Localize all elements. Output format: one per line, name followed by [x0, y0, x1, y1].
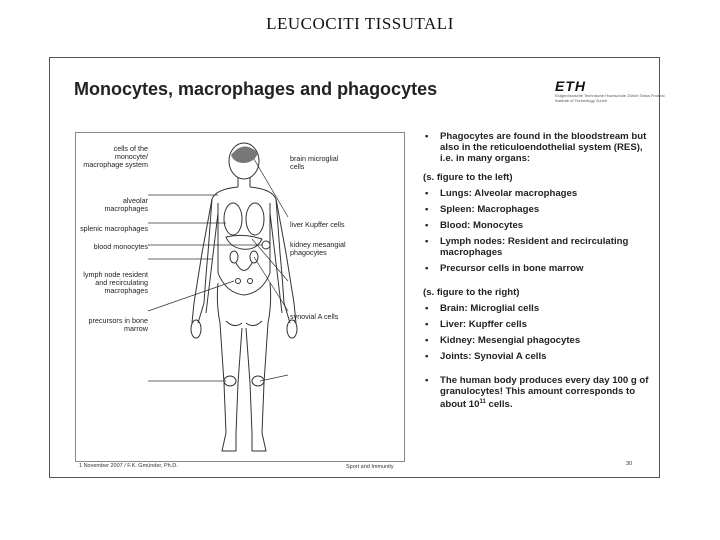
slide-title: Monocytes, macrophages and phagocytes — [74, 79, 438, 99]
label-kidney-mesangial: kidney mesangial phagocytes — [290, 240, 346, 257]
bullet-joints: • Joints: Synovial A cells — [423, 351, 653, 362]
human-body-icon — [76, 133, 406, 463]
label-alveolar-macrophages: alveolar macrophages — [104, 196, 148, 213]
slide-page-number: 30 — [626, 461, 633, 467]
granulocytes-exponent: 11 — [479, 399, 486, 405]
eth-logo: ETH — [555, 78, 586, 94]
label-blood-monocytes: blood monocytes — [93, 242, 148, 251]
bullet-brain: • Brain: Microglial cells — [423, 303, 653, 314]
bullet-blood: • Blood: Monocytes — [423, 220, 653, 231]
granulocytes-text: The human body produces every day 100 g of granulocytes! This amount corresponds to about — [440, 375, 649, 411]
bullet-liver: • Liver: Kupffer cells — [423, 319, 653, 330]
bullet-bone-marrow: • Precursor cells in bone marrow — [423, 263, 653, 274]
right-heading: (s. figure to the right) — [423, 287, 520, 298]
label-synovial-cells: synovial A cells — [290, 312, 339, 321]
body-figure — [75, 132, 405, 462]
label-lymph-node-macrophages: lymph node resident and recirculating macrophages — [83, 270, 148, 295]
bullet-kidney: • Kidney: Mesengial phagocytes — [423, 335, 653, 346]
left-heading: (s. figure to the left) — [423, 172, 513, 183]
footer-course: Sport and Immunity — [346, 464, 394, 470]
granulocytes-suffix: cells. — [488, 399, 513, 411]
page-title: LEUCOCITI TISSUTALI — [266, 14, 454, 33]
bullet-intro: • Phagocytes are found in the bloodstream but also in the reticuloendothelial system (RES), i.e. in many organs: — [423, 131, 653, 164]
slide — [49, 57, 665, 478]
label-bone-marrow-precursors: precursors in bone marrow — [88, 316, 148, 333]
footer-author: 1 November 2007 / F.K. Gmünder, Ph.D. — [79, 463, 178, 469]
bullet-granulocytes — [423, 375, 653, 410]
bullet-lymph-nodes: • Lymph nodes: Resident and recirculating macrophages — [423, 236, 653, 258]
bullet-spleen: • Spleen: Macrophages — [423, 204, 653, 215]
label-brain-microglial: brain microglial cells — [290, 154, 339, 171]
bullet-list — [423, 131, 653, 410]
label-liver-kupffer: liver Kupffer cells — [290, 220, 345, 229]
label-monocyte-system: cells of the monocyte/ macrophage system — [83, 144, 148, 169]
bullet-lungs: • Lungs: Alveolar macrophages — [423, 188, 653, 199]
granulocytes-base: 10 — [468, 399, 480, 411]
eth-logo-subtitle: Eidgenössische Technische Hochschule Zürich Swiss Federal Institute of Technology Zurich — [555, 93, 665, 103]
label-splenic-macrophages: splenic macrophages — [80, 224, 148, 233]
